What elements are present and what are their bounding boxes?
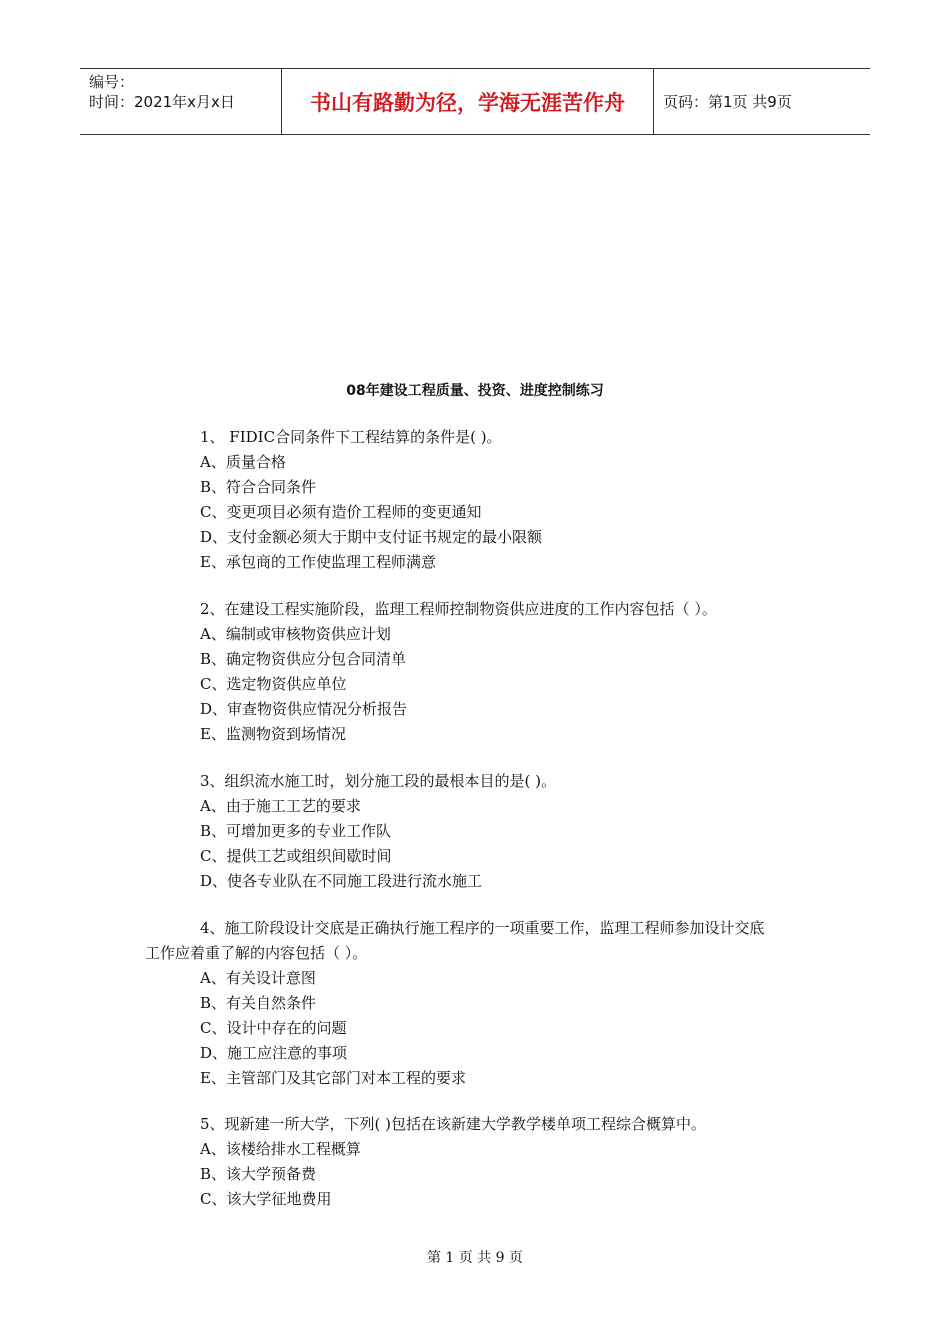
question-5-option-b: B、该大学预备费 [200, 1165, 317, 1183]
question-1-option-d: D、支付金额必须大于期中支付证书规定的最小限额 [200, 528, 543, 546]
question-2-stem: 2、在建设工程实施阶段，监理工程师控制物资供应进度的工作内容包括（ ）。 [200, 600, 717, 618]
question-4-stem-continued: 工作应着重了解的内容包括（ ）。 [145, 944, 368, 962]
question-4-option-a: A、有关设计意图 [200, 969, 316, 987]
question-1-option-a: A、质量合格 [200, 453, 286, 471]
header-motto: 书山有路勤为径，学海无涯苦作舟 [282, 69, 654, 134]
question-1-option-c: C、变更项目必须有造价工程师的变更通知 [200, 503, 482, 521]
page-footer: 第 1 页 共 9 页 [426, 1250, 524, 1266]
question-4-option-b: B、有关自然条件 [200, 994, 317, 1012]
question-4-stem: 4、施工阶段设计交底是正确执行施工程序的一项重要工作，监理工程师参加设计交底 [200, 919, 765, 937]
question-2-option-c: C、选定物资供应单位 [200, 675, 347, 693]
header-meta [80, 69, 282, 134]
question-2-option-e: E、监测物资到场情况 [200, 725, 346, 743]
question-2-option-d: D、审查物资供应情况分析报告 [200, 700, 408, 718]
question-3-option-c: C、提供工艺或组织间歇时间 [200, 847, 392, 865]
question-1-option-e: E、承包商的工作使监理工程师满意 [200, 553, 436, 571]
question-5-option-a: A、该楼给排水工程概算 [200, 1140, 361, 1158]
question-3-option-b: B、可增加更多的专业工作队 [200, 822, 392, 840]
number-label: 编号： [89, 73, 135, 91]
question-3-stem: 3、组织流水施工时，划分施工段的最根本目的是( )。 [200, 772, 557, 790]
question-4-option-d: D、施工应注意的事项 [200, 1044, 348, 1062]
question-2-option-b: B、确定物资供应分包合同清单 [200, 650, 407, 668]
question-5-stem: 5、现新建一所大学，下列( )包括在该新建大学教学楼单项工程综合概算中。 [200, 1115, 707, 1133]
page-header [80, 68, 870, 135]
question-1-stem: 1、 FIDIC合同条件下工程结算的条件是( )。 [200, 428, 502, 446]
question-5-option-c: C、该大学征地费用 [200, 1190, 332, 1208]
time-label: 时间：2021年x月x日 [89, 93, 235, 111]
header-page-info: 页码：第1页 共9页 [663, 93, 792, 111]
question-4-option-c: C、设计中存在的问题 [200, 1019, 347, 1037]
question-4-option-e: E、主管部门及其它部门对本工程的要求 [200, 1069, 466, 1087]
question-3-option-a: A、由于施工工艺的要求 [200, 797, 361, 815]
document-title: 08年建设工程质量、投资、进度控制练习 [346, 383, 604, 399]
question-3-option-d: D、使各专业队在不同施工段进行流水施工 [200, 872, 483, 890]
question-2-option-a: A、编制或审核物资供应计划 [200, 625, 391, 643]
question-1-option-b: B、符合合同条件 [200, 478, 317, 496]
